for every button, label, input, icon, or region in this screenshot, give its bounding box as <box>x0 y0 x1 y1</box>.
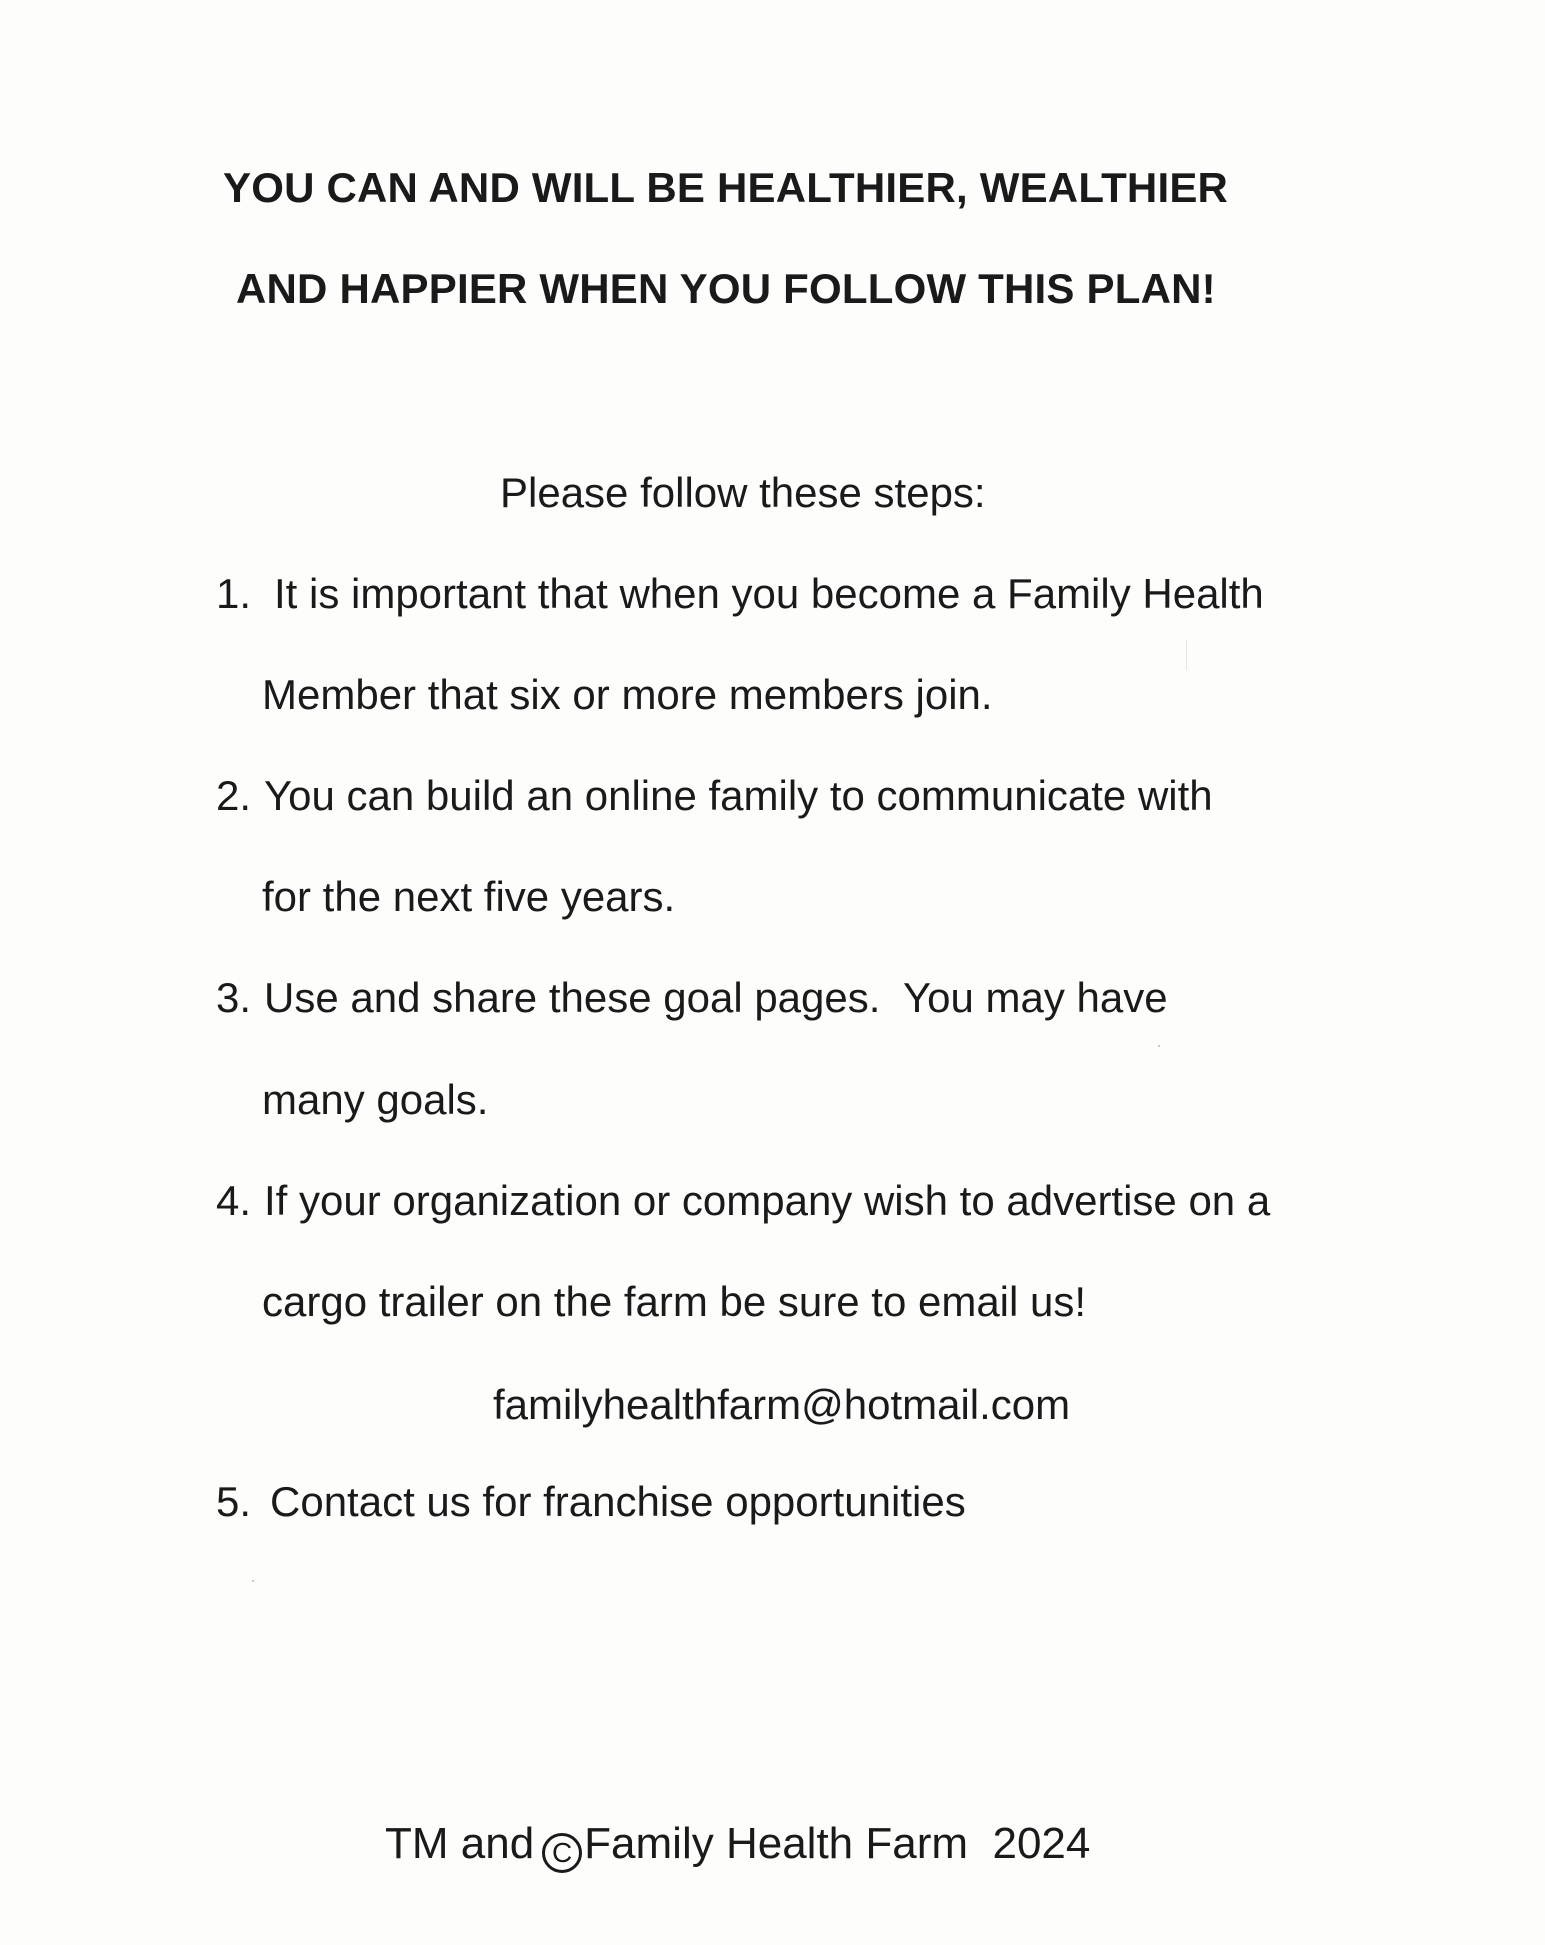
step-1-line-2: Member that six or more members join. <box>262 671 993 718</box>
scan-speck <box>252 1580 254 1582</box>
step-4-line-1: If your organization or company wish to advertise on a <box>264 1177 1271 1224</box>
step-3-line-1: Use and share these goal pages. You may have <box>264 974 1168 1021</box>
intro-text: Please follow these steps: <box>500 469 986 516</box>
copyright-icon: C <box>542 1833 582 1873</box>
step-4-line-2: cargo trailer on the farm be sure to email us! <box>262 1278 1087 1325</box>
step-2-number: 2. <box>216 772 252 819</box>
step-5-line-1: Contact us for franchise opportunities <box>270 1478 966 1525</box>
footer-prefix: TM and <box>385 1819 535 1868</box>
headline-line-1: YOU CAN AND WILL BE HEALTHIER, WEALTHIER <box>223 164 1229 211</box>
step-2-line-2: for the next five years. <box>262 873 676 920</box>
step-1-number: 1. <box>216 570 252 617</box>
headline-line-2: AND HAPPIER WHEN YOU FOLLOW THIS PLAN! <box>236 265 1216 312</box>
scan-speck <box>1186 640 1187 670</box>
copyright-footer <box>385 1819 1091 1873</box>
step-5-number: 5. <box>216 1478 252 1525</box>
step-3-line-2: many goals. <box>262 1076 489 1123</box>
footer-year: 2024 <box>992 1819 1091 1868</box>
step-3-number: 3. <box>216 974 252 1021</box>
step-4-number: 4. <box>216 1177 252 1224</box>
scan-speck <box>1158 1045 1160 1047</box>
footer-owner: Family Health Farm <box>584 1819 969 1868</box>
step-2-line-1: You can build an online family to communicate with <box>264 772 1213 819</box>
contact-email[interactable]: familyhealthfarm@hotmail.com <box>493 1381 1071 1428</box>
step-1-line-1: It is important that when you become a Family Health <box>274 570 1264 617</box>
